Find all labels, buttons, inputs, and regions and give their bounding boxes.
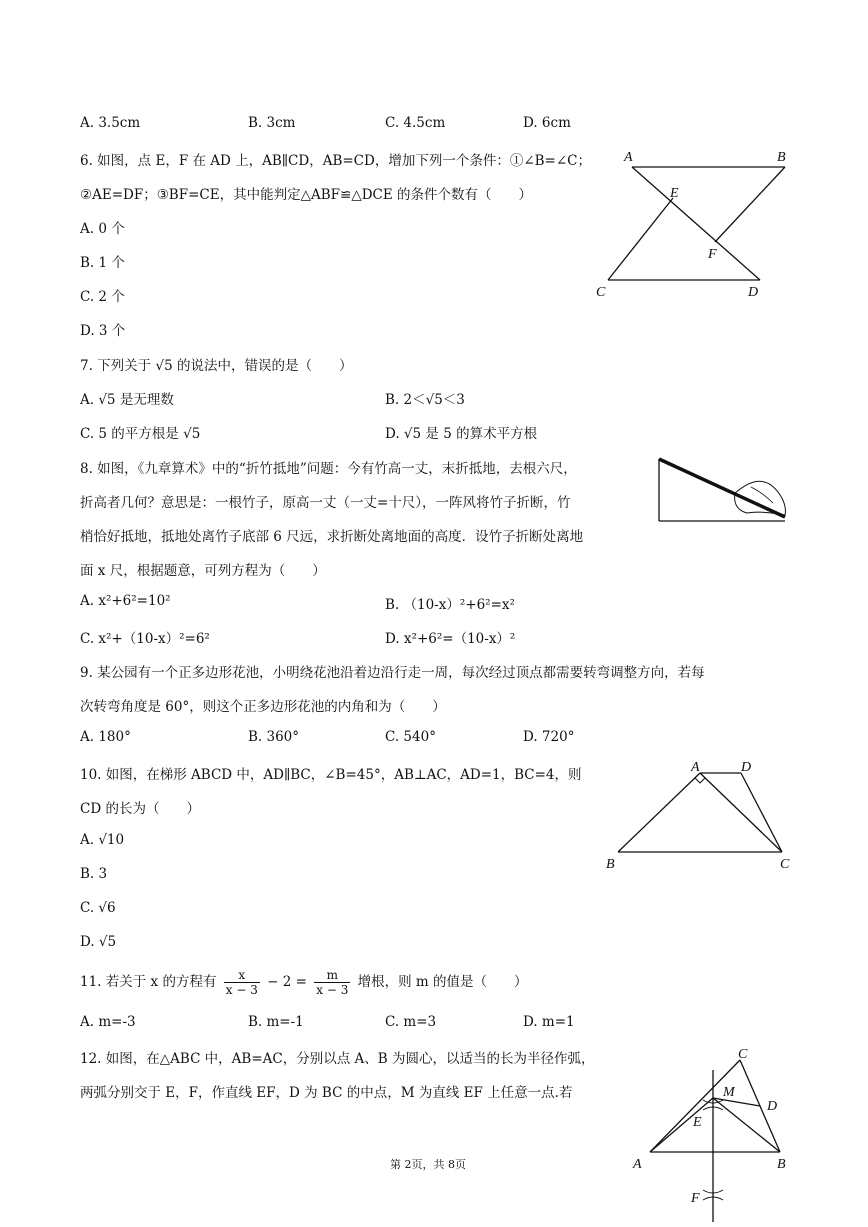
q12-label-c: C (738, 1047, 748, 1062)
q9-stem-line2: 次转弯角度是 60°，则这个正多边形花池的内角和为（ ） (80, 699, 446, 715)
q6-stem-line1: 6. 如图，点 E，F 在 AD 上，AB∥CD，AB=CD，增加下列一个条件：①∠B=∠C； (80, 153, 592, 169)
q9-option-a: A. 180° (80, 729, 131, 745)
q6-label-d: D (748, 285, 759, 300)
q10-option-a: A. √10 (80, 832, 125, 848)
q6-stem-line2: ②AE=DF；③BF=CE，其中能判定△ABF≌△DCE 的条件个数有（ ） (80, 187, 533, 203)
q5-option-a: A. 3.5cm (80, 115, 141, 131)
q7-option-d: D. √5 是 5 的算术平方根 (385, 426, 538, 442)
q11-frac1-numerator: x (224, 968, 260, 983)
q10-label-c: C (780, 857, 790, 872)
q10-label-d: D (741, 760, 752, 775)
q5-option-c: C. 4.5cm (385, 115, 446, 131)
q12-stem-line1: 12. 如图，在△ABC 中，AB=AC，分别以点 A、B 为圆心，以适当的长为半径作弧， (80, 1051, 595, 1067)
q8-option-b: B. （10-x）²+6²=x² (385, 597, 515, 613)
q9-option-c: C. 540° (385, 729, 436, 745)
q12-label-a: A (633, 1157, 642, 1172)
q6-option-d: D. 3 个 (80, 323, 126, 339)
q12-stem-line2: 两弧分别交于 E，F，作直线 EF，D 为 BC 的中点，M 为直线 EF 上任意一点.若 (80, 1085, 573, 1101)
q11-fraction-1 (224, 968, 260, 997)
q10-label-a: A (691, 760, 700, 775)
q7-option-a: A. √5 是无理数 (80, 392, 174, 408)
q8-stem-line4: 面 x 尺，根据题意，可列方程为（ ） (80, 563, 326, 579)
q12-triangle-figure (625, 1040, 805, 1225)
q11-frac1-denominator: x − 3 (225, 983, 258, 997)
q6-label-c: C (596, 285, 606, 300)
q9-stem-line1: 9. 某公园有一个正多边形花池，小明绕花池沿着边沿行走一周，每次经过顶点都需要转弯调整方向，若每 (80, 665, 705, 681)
q6-label-f: F (708, 247, 717, 262)
q12-label-b: B (777, 1157, 786, 1172)
q8-stem-line3: 梢恰好抵地，抵地处离竹子底部 6 尺远，求折断处离地面的高度．设竹子折断处离地 (80, 529, 584, 545)
q8-option-a: A. x²+6²=10² (80, 593, 171, 609)
q9-option-d: D. 720° (523, 729, 575, 745)
q12-label-d: D (767, 1099, 778, 1114)
q10-stem-line2: CD 的长为（ ） (80, 801, 200, 817)
q10-stem-line1: 10. 如图，在梯形 ABCD 中，AD∥BC，∠B=45°，AB⊥AC，AD=1，BC=4，则 (80, 767, 582, 783)
q10-option-c: C. √6 (80, 900, 116, 916)
q8-option-d: D. x²+6²=（10-x）² (385, 631, 516, 647)
q11-prefix: 11. 若关于 x 的方程有 (80, 974, 217, 990)
q11-frac2-numerator: m (314, 968, 350, 983)
q11-option-b: B. m=-1 (248, 1014, 304, 1030)
q8-stem-line2: 折高者几何？意思是：一根竹子，原高一丈（一丈=十尺），一阵风将竹子折断，竹 (80, 495, 571, 511)
q11-frac2-denominator: x − 3 (316, 983, 349, 997)
q6-label-a: A (624, 150, 633, 165)
q7-stem: 7. 下列关于 √5 的说法中，错误的是（ ） (80, 358, 353, 374)
q6-label-e: E (670, 186, 679, 201)
q9-option-b: B. 360° (248, 729, 300, 745)
q11-option-a: A. m=-3 (80, 1014, 136, 1030)
q8-stem-line1: 8. 如图，《九章算术》中的“折竹抵地”问题：今有竹高一丈，末折抵地，去根六尺， (80, 461, 577, 477)
q12-label-m: M (723, 1085, 735, 1100)
q12-label-e: E (693, 1115, 702, 1130)
q6-option-b: B. 1 个 (80, 255, 125, 271)
q10-option-d: D. √5 (80, 934, 117, 950)
q10-option-b: B. 3 (80, 866, 108, 882)
q6-option-a: A. 0 个 (80, 221, 125, 237)
q5-option-d: D. 6cm (523, 115, 571, 131)
q11-option-d: D. m=1 (523, 1014, 575, 1030)
q6-label-b: B (777, 150, 786, 165)
page-footer: 第 2页，共 8页 (390, 1158, 466, 1171)
q8-option-c: C. x²+（10-x）²=6² (80, 631, 210, 647)
q11-option-c: C. m=3 (385, 1014, 437, 1030)
q12-label-f: F (691, 1191, 700, 1206)
q6-figure (590, 145, 805, 305)
q7-option-c: C. 5 的平方根是 √5 (80, 426, 201, 442)
q10-trapezoid-figure (598, 755, 798, 875)
q6-option-c: C. 2 个 (80, 289, 125, 305)
q11-stem (80, 968, 528, 997)
q11-middle: − 2 = (267, 974, 307, 990)
q10-label-b: B (606, 857, 615, 872)
q8-bamboo-figure (655, 455, 795, 530)
q7-option-b: B. 2＜√5＜3 (385, 392, 465, 408)
q11-fraction-2 (314, 968, 350, 997)
q5-option-b: B. 3cm (248, 115, 296, 131)
q11-suffix: 增根，则 m 的值是（ ） (357, 974, 528, 990)
